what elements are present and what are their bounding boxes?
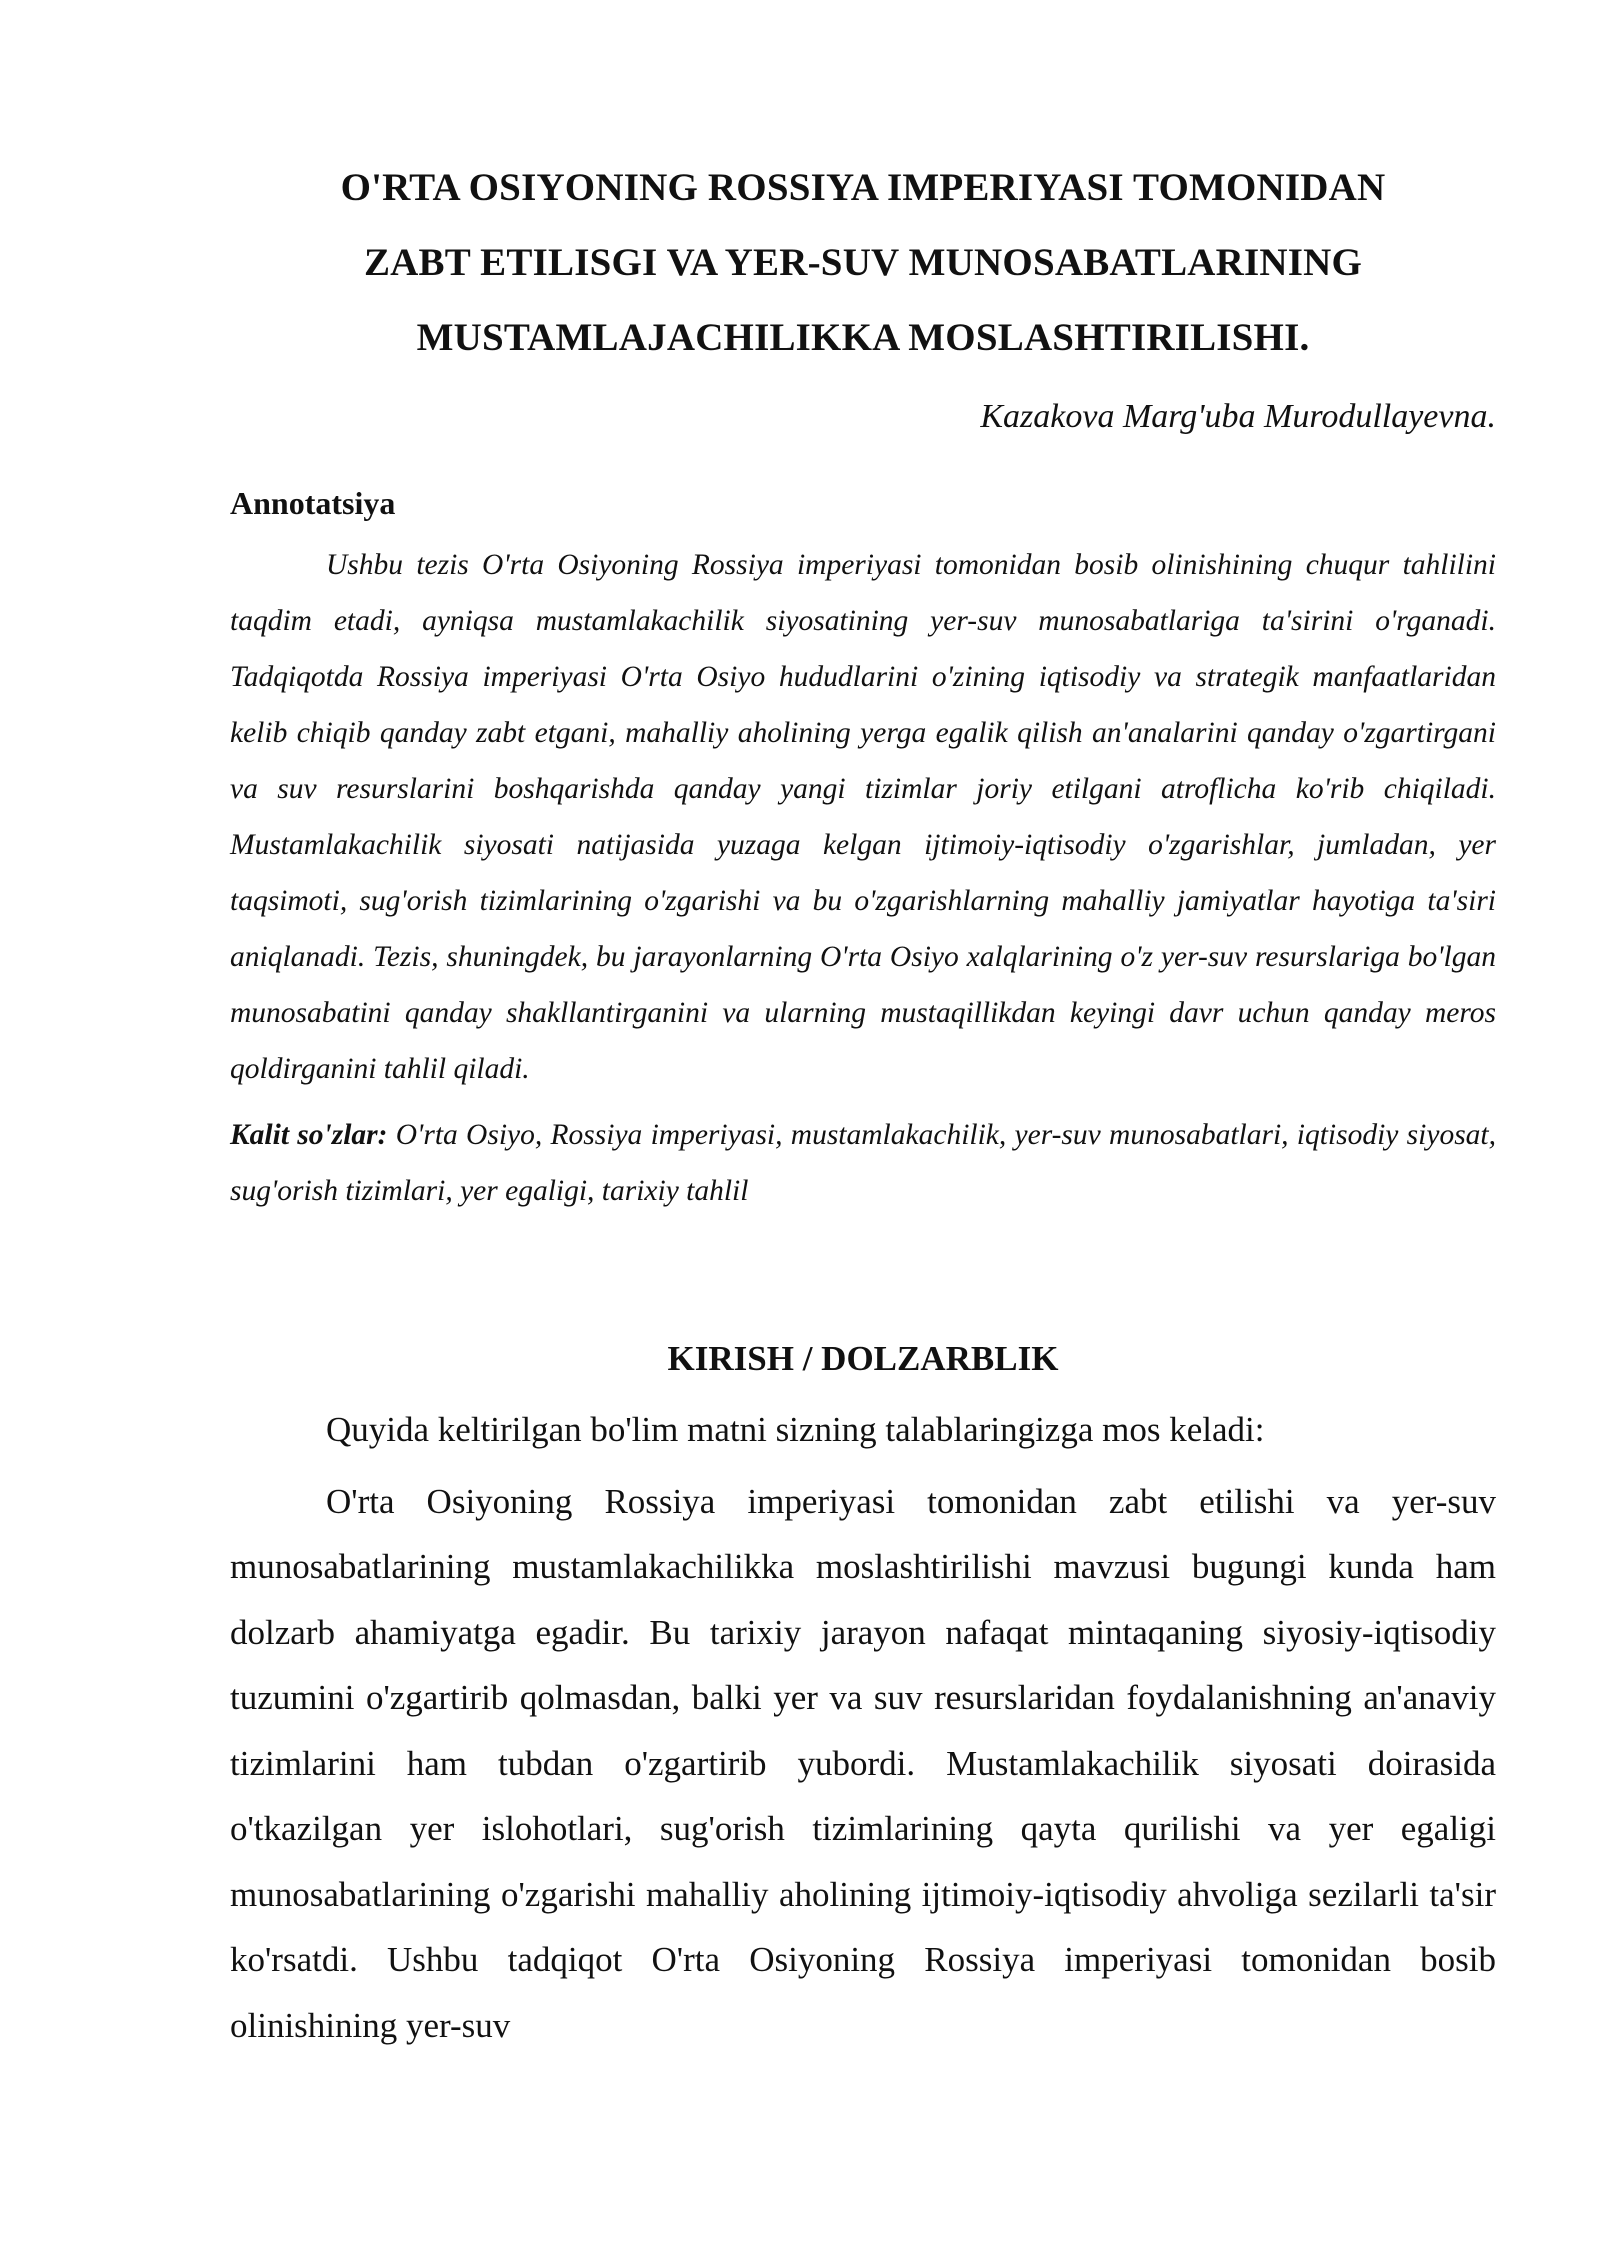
keywords-paragraph — [230, 1107, 1496, 1219]
title-line-3: MUSTAMLAJACHILIKKA MOSLASHTIRILISHI. — [416, 316, 1310, 359]
abstract-heading: Annotatsiya — [230, 485, 396, 521]
title-line-1: O'RTA OSIYONING ROSSIYA IMPERIYASI TOMONIDAN — [340, 166, 1386, 209]
abstract-paragraph: Ushbu tezis O'rta Osiyoning Rossiya imperiyasi tomonidan bosib olinishining chuqur tahlilini taqdim etadi, ayniqsa mustamlakachilik siyosatining yer-suv munosabatlariga ta'sirini o'rganadi. Tadqiqotda Rossiya imperiyasi O'rta Osiyo hududlarini o'zining iqtisodiy va strategik manfaatlaridan kelib chiqib qanday zabt etgani, mahalliy aholining yerga egalik qilish an'analarini qanday o'zgartirgani va suv resurslarini boshqarishda qanday yangi tizimlar joriy etilgani atroflicha ko'rib chiqiladi. Mustamlakachilik siyosati natijasida yuzaga kelgan ijtimoiy-iqtisodiy o'zgarishlar, jumladan, yer taqsimoti, sug'orish tizimlarining o'zgarishi va bu o'zgarishlarning mahalliy jamiyatlar hayotiga ta'siri aniqlanadi. Tezis, shuningdek, bu jarayonlarning O'rta Osiyo xalqlarining o'z yer-suv resurslariga bo'lgan munosabatini qanday shakllantirganini va ularning mustaqillikdan keyingi davr uchun qanday meros qoldirganini tahlil qiladi. — [230, 549, 1496, 1085]
document-page — [230, 150, 1496, 2058]
body-paragraph: O'rta Osiyoning Rossiya imperiyasi tomonidan zabt etilishi va yer-suv munosabatlarining mustamlakachilikka moslashtirilishi mavzusi bugungi kunda ham dolzarb ahamiyatga egadir. Bu tarixiy jarayon nafaqat mintaqaning siyosiy-iqtisodiy tuzumini o'zgartirib qolmasdan, balki yer va suv resurslaridan foydalanishning an'anaviy tizimlarini ham tubdan o'zgartirib yubordi. Mustamlakachilik siyosati doirasida o'tkazilgan yer islohotlari, sug'orish tizimlarining qayta qurilishi va yer egaligi munosabatlarining o'zgarishi mahalliy aholining ijtimoiy-iqtisodiy ahvoliga sezilarli ta'sir ko'rsatdi. Ushbu tadqiqot O'rta Osiyoning Rossiya imperiyasi tomonidan bosib olinishining yer-suv — [230, 1481, 1496, 2045]
title-line-2: ZABT ETILISGI VA YER-SUV MUNOSABATLARINING — [363, 241, 1363, 284]
section-heading: KIRISH / DOLZARBLIK — [667, 1339, 1059, 1378]
keywords-list: O'rta Osiyo, Rossiya imperiyasi, mustamlakachilik, yer-suv munosabatlari, iqtisodiy siyosat, sug'orish tizimlari, yer egaligi, tarixiy tahlil — [230, 1119, 1496, 1207]
intro-paragraph: Quyida keltirilgan bo'lim matni sizning talablaringizga mos keladi: — [326, 1410, 1265, 1449]
document-title — [230, 150, 1496, 375]
author-name: Kazakova Marg'uba Murodullayevna. — [980, 398, 1496, 435]
keywords-label: Kalit so'zlar: — [230, 1119, 388, 1151]
